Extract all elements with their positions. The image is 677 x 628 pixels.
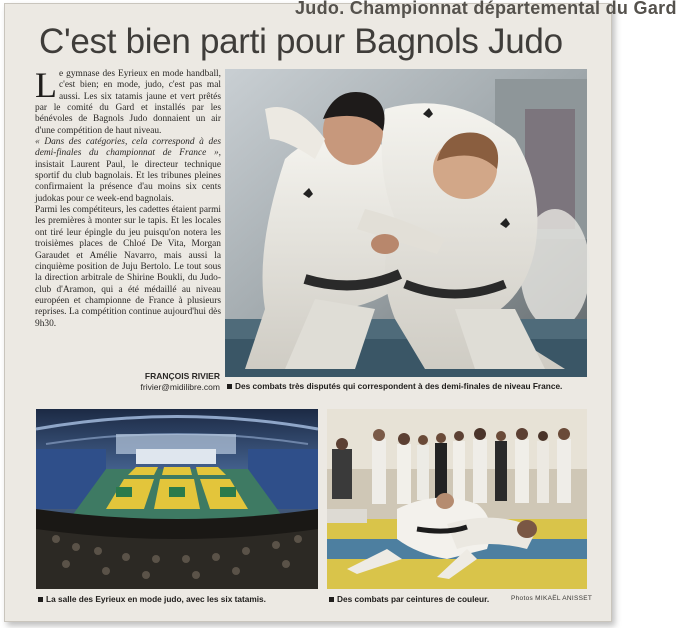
photo-credit: Photos MIKAËL ANISSET — [511, 595, 593, 602]
paragraph-2-text: insistait Laurent Paul, le directeur technique sportif du club bagnolais. Et les tribunes pleines confirmaient la présence d'au moins six cents judokas pour ce week-end bagnolais. — [35, 159, 221, 204]
caption-main-text: Des combats très disputés qui correspondent à des demi-finales de niveau France. — [235, 381, 563, 391]
paragraph-3: Parmi les compétiteurs, les cadettes étaient parmi les premières à monter sur le tapis. Et les locales ont tiré leur épingle du jeu puisqu'on notera les troisièmes places de Chloé De Vita, Morgan Garaudet et Amélie Navarro, mais aussi la cinquième position de Juju Bertolo. Le tout sous la direction arbitrale de Shirine Boukli, du Judo-club d'Aramon, qui a été médaillé au niveau européen et championne de France à plusieurs reprises. La compétition continue aujourd'hui dès 9h30. — [35, 205, 221, 329]
caption-hall-text: La salle des Eyrieux en mode judo, avec les six tatamis. — [46, 594, 266, 604]
fight-photo — [327, 409, 587, 589]
caption-main-photo — [227, 381, 562, 391]
caption-hall-photo — [38, 594, 266, 604]
paragraph-1-text: e gymnase des Eyrieux en mode handball, c'est bien; en mode, judo, c'est pas mal aussi. Les six tatamis jaune et vert prêtés par le comité du Gard et installés par les bénévoles de Bagnols Judo donnaient un air d'une compétition de haut niveau. — [35, 69, 221, 136]
caption-fight-photo — [329, 594, 489, 604]
hall-photo-tatamis — [36, 409, 318, 589]
main-photo-judokas — [225, 69, 587, 377]
article-body — [35, 65, 221, 330]
caption-bullet — [38, 597, 43, 602]
byline — [125, 371, 220, 393]
newspaper-clipping — [4, 0, 677, 622]
byline-email: frivier@midilibre.com — [140, 382, 220, 392]
caption-fight-text: Des combats par ceintures de couleur. — [337, 594, 490, 604]
caption-bullet — [227, 384, 232, 389]
caption-bullet — [329, 597, 334, 602]
drop-cap: L — [35, 65, 57, 105]
byline-name: FRANÇOIS RIVIER — [144, 371, 220, 381]
headline: C'est bien parti pour Bagnols Judo — [39, 22, 563, 61]
section-kicker: Judo. Championnat départemental du Gard — [295, 0, 677, 18]
paragraph-2 — [35, 137, 221, 205]
paragraph-2-quote: « Dans des catégories, cela correspond à des demi-finales du championnat de France », — [35, 137, 221, 159]
paragraph-1 — [35, 65, 221, 137]
